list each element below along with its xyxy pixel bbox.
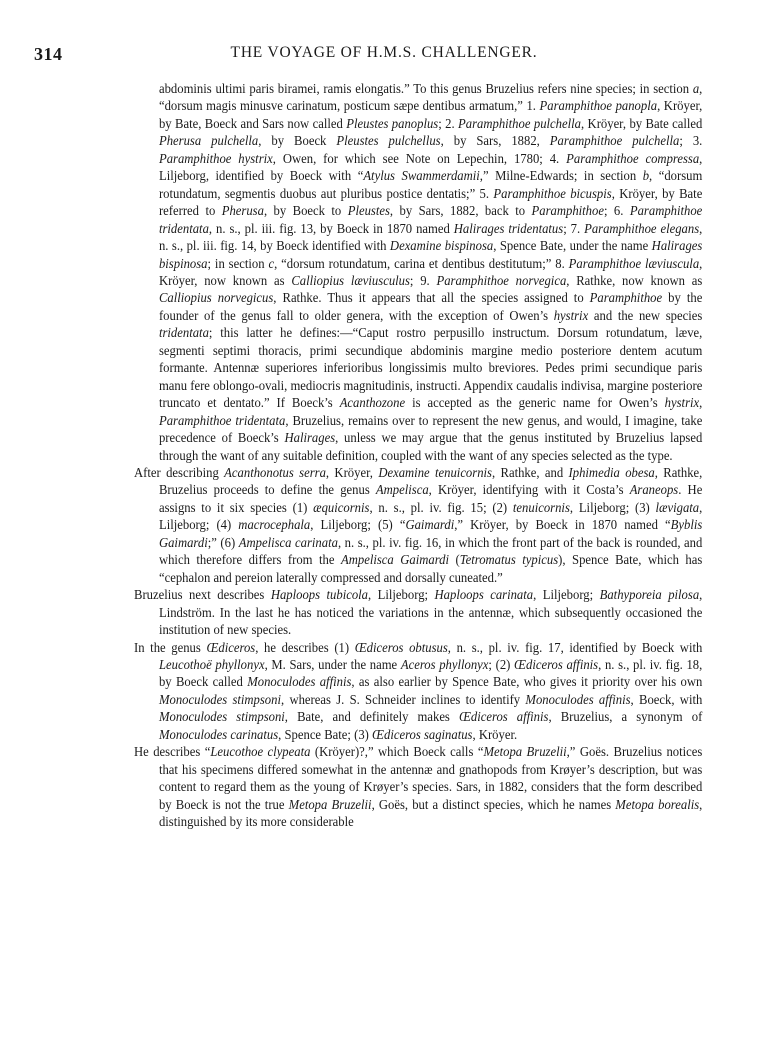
text-run: , n. s., pl. iii. fig. 13, by Boeck in 1870 named <box>208 220 454 236</box>
text-run: , Spence Bate; (3) <box>278 726 373 742</box>
text-run: In the genus <box>134 639 207 655</box>
text-run: , “dorsum magis minusve carinatum, posticum sæpe dentibus armatum,” 1. <box>158 81 703 114</box>
running-title: THE VOYAGE OF H.M.S. CHALLENGER. <box>230 44 538 61</box>
italic-run: Paramphithoe pulchella <box>458 115 581 131</box>
text-run: , Liljeborg; <box>533 587 600 603</box>
italic-run: Monoculodes affinis <box>525 691 631 707</box>
italic-run: Atylus Swammerdamii <box>363 168 480 184</box>
italic-run: hystrix <box>553 307 589 323</box>
italic-run: Haploops tubicola <box>270 587 369 603</box>
text-run: , Bruzelius, a synonym of <box>548 709 703 725</box>
text-run: , Bate, and definitely makes <box>284 709 459 725</box>
italic-run: Araneops <box>629 482 679 498</box>
italic-run: Aceros phyllonyx <box>400 656 489 672</box>
text-run: and the new species <box>588 307 703 323</box>
italic-run: æquicornis <box>313 499 370 515</box>
text-run: ,” Goës. Bruzelius notices that his specimens differed somewhat in the antennæ and gnathopods from Krøyer’s description, but was content to regard them as the young of Krøyer’s species. Sars, in 1882, considers that the form described by Boeck is not the true <box>158 744 703 812</box>
text-run: ;” (6) <box>207 534 239 550</box>
text-run: Bruzelius next describes <box>134 587 271 603</box>
italic-run: Monoculodes carinatus <box>158 726 279 742</box>
text-run: ; 9. <box>409 272 437 288</box>
italic-run: Ampelisca Gaimardi <box>341 552 450 568</box>
text-run: , Goës, but a distinct species, which he names <box>371 796 616 812</box>
italic-run: Pherusa pulchella <box>158 133 259 149</box>
italic-run: a <box>692 81 700 96</box>
text-run: , as also earlier by Spence Bate, who gives it priority over his own <box>351 674 703 690</box>
italic-run: tridentata <box>158 325 209 341</box>
italic-run: Monoculodes stimpsoni <box>158 691 281 707</box>
italic-run: Leucothoë phyllonyx <box>158 656 265 672</box>
italic-run: Dexamine tenuicornis <box>378 464 492 480</box>
italic-run: Tetromatus typicus <box>459 552 559 568</box>
italic-run: Paramphithoe <box>531 203 604 219</box>
text-run: , unless we may argue that the genus instituted by Bruzelius lapsed through the want of any suitable definition, coupled with the want of any species selected as the type. <box>158 430 703 463</box>
text-run: ,” Milne-Edwards; in section <box>479 168 643 184</box>
text-run: , “dorsum rotundatum, carina et dentibus destitutum;” 8. <box>274 255 569 271</box>
text-run: , by Sars, 1882, back to <box>389 203 532 219</box>
text-run: , “dorsum rotundatum, segmentis duobus aut pluribus postice dentatis;” 5. <box>158 168 703 201</box>
text-run: ; 2. <box>438 115 459 131</box>
text-run: ; in section <box>207 255 269 271</box>
italic-run: c <box>268 255 275 271</box>
italic-run: Ampelisca carinata <box>238 534 338 550</box>
italic-run: Paramphithoe norvegica <box>436 272 567 288</box>
paragraph <box>134 743 702 830</box>
text-run: , Kröyer, by Bate referred to <box>158 185 703 219</box>
text-run: , Rathke, now known as <box>566 272 703 288</box>
text-run: abdominis ultimi paris biramei, ramis elongatis.” To this genus Bruzelius refers nine species; in section <box>158 81 693 96</box>
italic-run: Halirages <box>284 430 336 446</box>
text-run: , Kröyer. <box>472 726 518 742</box>
italic-run: Monoculodes affinis <box>247 674 352 690</box>
italic-run: Metopa Bruzelii <box>483 744 567 760</box>
italic-run: Metopa borealis <box>615 796 700 812</box>
text-run: , Boeck, with <box>630 691 703 707</box>
italic-run: Calliopius læviusculus <box>291 272 410 288</box>
paragraph <box>134 80 702 464</box>
text-run: , n. s., pl. iv. fig. 16, in which the front part of the back is rounded, and which therefore differs from the <box>158 534 703 568</box>
italic-run: Pleustes pulchellus <box>336 133 441 149</box>
text-run: , Liljeborg; (3) <box>569 499 656 515</box>
text-run: , by Sars, 1882, <box>440 133 550 149</box>
italic-run: hystrix <box>664 395 700 411</box>
text-run: , Liljeborg; (4) <box>158 499 703 533</box>
italic-run: Pleustes panoplus <box>346 115 439 131</box>
text-run: , n. s., pl. iv. fig. 18, by Boeck called <box>158 656 703 690</box>
italic-run: tenuicornis <box>512 499 570 515</box>
italic-run: Gaimardi <box>405 517 455 533</box>
paragraph <box>134 586 702 638</box>
paragraph <box>134 464 702 586</box>
text-run: , Lindström. In the last he has noticed the variations in the antennæ, which subsequently occasioned the institution of new species. <box>158 587 703 638</box>
text-run: ; 3. <box>679 133 703 149</box>
text-run: , Rathke, Bruzelius proceeds to define the genus <box>158 464 703 498</box>
text-run: , Owen, for which see Note on Lepechin, 1780; 4. <box>272 150 567 166</box>
text-run: . He assigns to it six species (1) <box>158 482 703 515</box>
italic-run: Dexamine bispinosa <box>389 238 494 254</box>
italic-run: macrocephala <box>238 517 311 533</box>
italic-run: Œdiceros saginatus <box>372 726 473 742</box>
italic-run: Paramphithoe tridentata <box>158 412 286 428</box>
paragraph <box>134 639 702 744</box>
text-run: , Kröyer, by Bate called <box>580 115 703 131</box>
italic-run: Œdiceros affinis <box>514 656 599 672</box>
text-run: by the founder of the genus fall to older genera, with the exception of Owen’s <box>158 290 703 323</box>
italic-run: Paramphithoe panopla <box>539 98 658 114</box>
italic-run: Paramphithoe tridentata <box>158 203 703 236</box>
italic-run: lævigata <box>655 499 700 515</box>
text-run: He describes “ <box>134 744 211 760</box>
italic-run: Paramphithoe <box>589 290 663 306</box>
text-run: , Rathke. Thus it appears that all the species assigned to <box>273 290 590 306</box>
italic-run: Œdiceros obtusus <box>354 639 448 655</box>
text-run: , Spence Bate, under the name <box>493 238 652 254</box>
text-run: ,” Kröyer, by Boeck in 1870 named “ <box>454 517 671 533</box>
text-run: ; this latter he defines:—“Caput rostro perpusillo instructum. Dorsum rotundatum, læve, segmenti septimi thoracis, primi secundique abdominis margine medio posteriore dentem acutum formante. Antennæ superiores inferioribus longissimis multo breviores. Pedes primi secundique paris manu fere oblongo-ovali, mediocris magnitudinis, instructi. Appendix caudalis indivisa, margine posteriore truncato et dentato.” If Boeck’s <box>158 325 703 411</box>
italic-run: Calliopius norvegicus <box>158 290 274 306</box>
text-run: , by Boeck to <box>263 203 348 219</box>
text-run: , he describes (1) <box>255 639 355 655</box>
italic-run: Byblis Gaimardi <box>158 517 703 550</box>
italic-run: Pherusa <box>221 203 264 219</box>
italic-run: Acanthonotus serra <box>224 464 326 480</box>
italic-run: Paramphithoe compressa <box>566 150 700 166</box>
italic-run: Paramphithoe hystrix <box>158 150 273 166</box>
text-run: , n. s., pl. iii. fig. 14, by Boeck identified with <box>158 220 703 254</box>
page-number: 314 <box>34 44 63 64</box>
text-run: , whereas J. S. Schneider inclines to identify <box>281 691 526 707</box>
text-run: , M. Sars, under the name <box>264 656 401 672</box>
text-run: , Bruzelius, remains over to represent the new genus, and would, I imagine, take precedence of Boeck’s <box>158 412 703 446</box>
text-run: , Liljeborg; (5) “ <box>310 517 406 533</box>
text-run: , Liljeborg, identified by Boeck with “ <box>158 150 703 184</box>
text-run: , Rathke, and <box>491 464 569 480</box>
italic-run: Œdiceros affinis <box>458 709 549 725</box>
text-run: After describing <box>134 464 225 480</box>
running-head <box>34 44 734 64</box>
text-run: , Kröyer, identifying with it Costa’s <box>428 482 630 498</box>
text-run: (Kröyer)?,” which Boeck calls “ <box>310 744 484 760</box>
italic-run: Paramphithoe elegans <box>584 220 700 236</box>
italic-run: Acanthozone <box>339 395 406 411</box>
text-run: , distinguished by its more considerable <box>158 796 703 830</box>
italic-run: Œdiceros <box>206 639 256 655</box>
italic-run: Paramphithoe bicuspis <box>493 185 612 201</box>
text-run: ; 7. <box>563 220 585 236</box>
text-run: , Kröyer, <box>325 464 379 480</box>
text-run: , Liljeborg; <box>368 587 435 603</box>
text-run: , n. s., pl. iv. fig. 17, identified by Boeck with <box>447 639 703 655</box>
italic-run: Monoculodes stimpsoni <box>158 709 285 725</box>
text-run: ; (2) <box>488 656 515 672</box>
text-run: , n. s., pl. iv. fig. 15; (2) <box>369 499 513 515</box>
italic-run: Halirages tridentatus <box>453 220 564 236</box>
text-run: ), Spence Bate, which has “cephalon and pereion laterally compressed and dorsally cuneated.” <box>158 552 703 585</box>
text-run: , by Boeck <box>258 133 337 149</box>
text-run: is accepted as the generic name for Owen’s <box>405 395 665 411</box>
italic-run: Halirages bispinosa <box>158 238 703 271</box>
italic-run: Ampelisca <box>375 482 429 498</box>
italic-run: Haploops carinata <box>434 587 534 603</box>
text-run: ( <box>449 552 460 568</box>
italic-run: b <box>642 168 650 184</box>
text-run: ; 6. <box>603 203 630 219</box>
italic-run: Pleustes <box>347 203 390 219</box>
italic-run: Leucothoe clypeata <box>210 744 311 760</box>
text-run: , <box>699 395 703 411</box>
italic-run: Paramphithoe læviuscula <box>568 255 700 271</box>
italic-run: Metopa Bruzelii <box>288 796 372 812</box>
italic-run: Iphimedia obesa <box>568 464 655 480</box>
body-text <box>134 80 702 830</box>
italic-run: Paramphithoe pulchella <box>549 133 680 149</box>
text-run: , Kröyer, now known as <box>158 255 703 288</box>
text-run: , Kröyer, by Bate, Boeck and Sars now called <box>158 98 703 131</box>
italic-run: Bathyporeia pilosa <box>599 587 700 603</box>
